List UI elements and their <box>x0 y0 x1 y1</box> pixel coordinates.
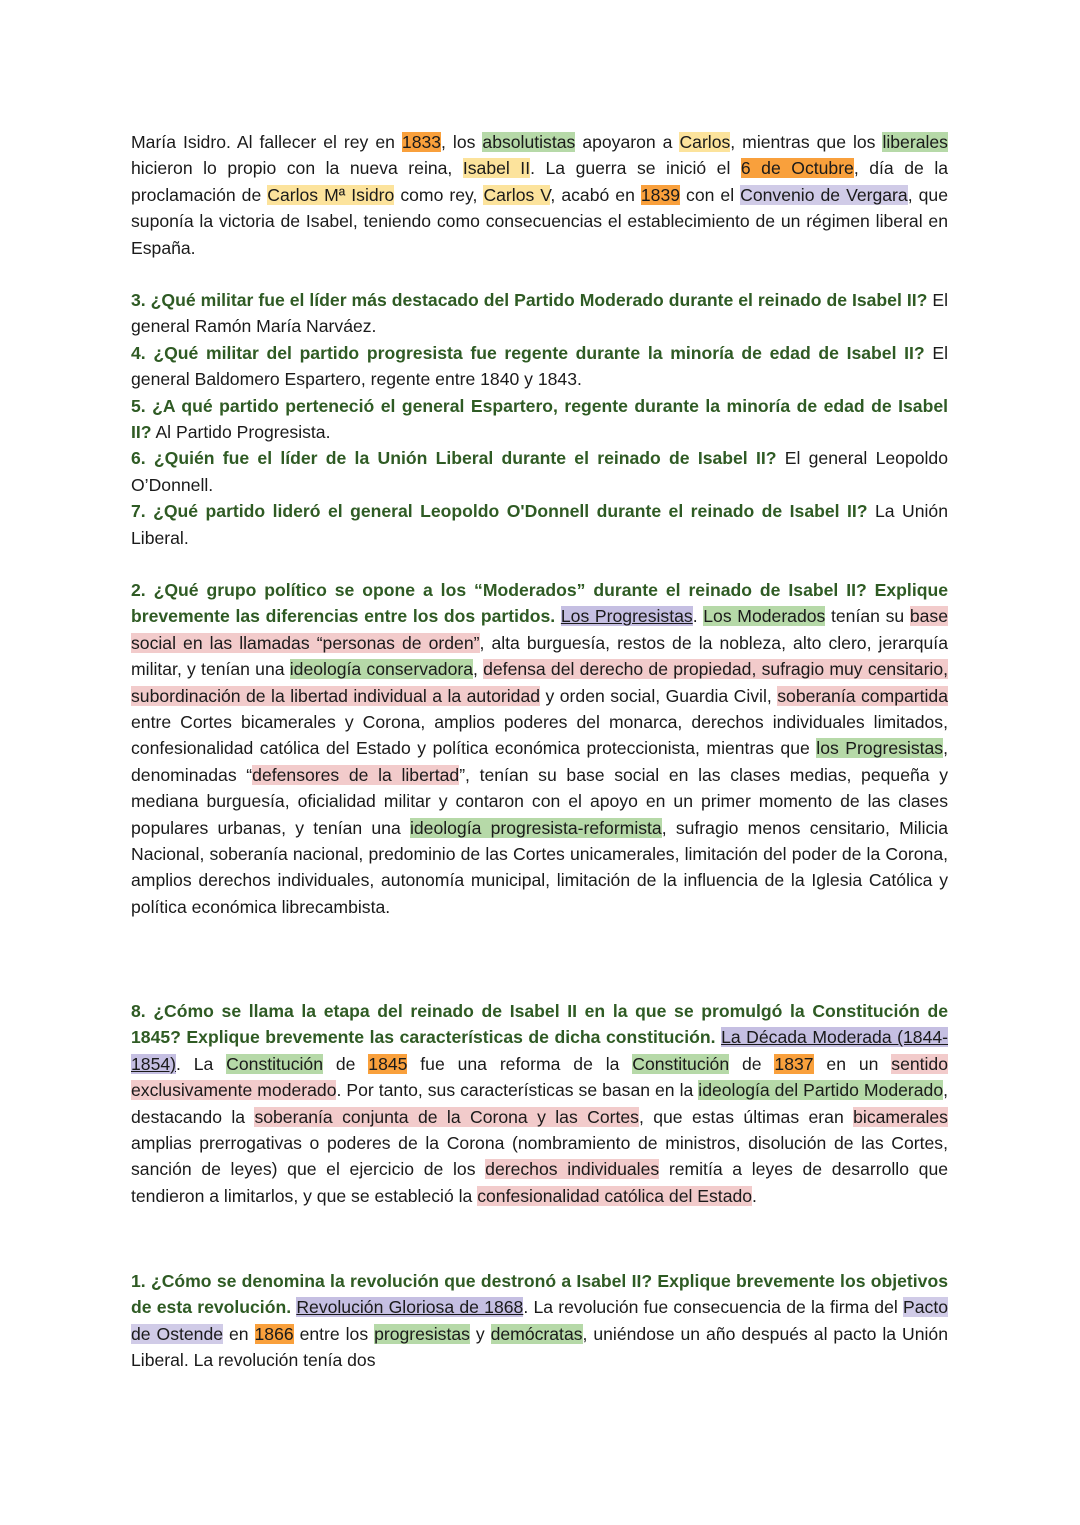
text: , sufragio menos censitario, Milicia Nacional, soberanía nacional, predominio de las Cortes unicamerales, limitación del poder de la Corona, amplios derechos individuales, autonomía municipal, limitación de la influencia de la Iglesia Católica y política económica librecambista. <box>131 817 948 917</box>
question: 5. ¿A qué partido perteneció el general Espartero, regente durante la minoría de edad de Isabel II? <box>131 395 948 443</box>
paragraph-carlist-war <box>131 129 948 261</box>
text: . La <box>176 1053 227 1074</box>
text: . Por tanto, sus características se basan en la <box>336 1080 699 1101</box>
question: 2. ¿Qué grupo político se opone a los “Moderados” durante el reinado de Isabel II? Explique brevemente las diferencias entre los dos partidos. <box>131 580 948 627</box>
paragraph-parties <box>131 577 948 920</box>
text: fue una reforma de la <box>407 1053 633 1074</box>
highlight-person: Carlos Mª Isidro <box>267 184 395 205</box>
text: de <box>323 1053 369 1074</box>
text: entre Cortes bicamerales y Corona, amplios poderes del monarca, derechos individuales limitados, confesionalidad católica del Estado y política económica proteccionista, mientras que <box>131 712 948 759</box>
highlight-person: Carlos <box>679 132 731 152</box>
text: en un <box>813 1053 892 1074</box>
answer: La Unión Liberal. <box>131 501 948 548</box>
highlight-person: Isabel II <box>462 158 531 179</box>
qa-item-3 <box>131 287 948 340</box>
highlight-term: Los Moderados <box>703 606 826 627</box>
qa-block <box>131 287 948 551</box>
highlight-term: liberales <box>882 132 948 152</box>
paragraph-decada-moderada <box>131 998 948 1209</box>
answer: El general Baldomero Espartero, regente entre 1840 y 1843. <box>131 342 948 390</box>
text: de <box>729 1053 775 1074</box>
highlight-term: progresistas <box>374 1323 470 1344</box>
highlight-feature: soberanía conjunta de la Corona y las Cortes <box>254 1106 639 1127</box>
highlight-answer: Revolución Gloriosa de 1868 <box>296 1297 524 1318</box>
highlight-feature: sentido exclusivamente moderado <box>131 1053 948 1101</box>
highlight-term: ideología del Partido Moderado <box>698 1080 944 1101</box>
question: 7. ¿Qué partido lideró el general Leopoldo O'Donnell durante el reinado de Isabel II? <box>131 501 868 522</box>
text: tenían su <box>825 606 910 627</box>
text: , mientras que los <box>730 132 883 152</box>
highlight-year: 1839 <box>640 184 681 205</box>
text: , <box>473 659 484 680</box>
text: , uniéndose un año después al pacto la Unión Liberal. La revolución tenía dos <box>131 1323 949 1371</box>
paragraph-gloriosa <box>131 1268 948 1374</box>
text: amplias prerrogativas o poderes de la Corona (nombramiento de ministros, disolución de las Cortes, sanción de leyes) que el ejercicio de los <box>131 1133 948 1180</box>
highlight-answer: Los Progresistas <box>560 606 693 627</box>
question: 4. ¿Qué militar del partido progresista fue regente durante la minoría de edad de Isabel II? <box>131 342 925 363</box>
highlight-term: demócratas <box>490 1323 583 1344</box>
text: ”, tenían su base social en las clases medias, pequeña y mediana burguesía, oficialidad militar y contaron con el apoyo en un primer momento de las clases populares urbanas, y tenían una <box>131 764 949 838</box>
highlight-term: Constitución <box>226 1053 323 1074</box>
text: . <box>752 1185 757 1206</box>
text: , destacando la <box>131 1080 949 1127</box>
highlight-event: Pacto de Ostende <box>131 1297 949 1344</box>
text: , que estas últimas eran <box>638 1106 854 1127</box>
question: 6. ¿Quién fue el líder de la Unión Liberal durante el reinado de Isabel II? <box>131 448 777 469</box>
text: en <box>223 1323 255 1344</box>
qa-item-5 <box>131 393 948 446</box>
text: María Isidro. Al fallecer el rey en <box>131 132 402 152</box>
text: , acabó en <box>550 184 641 205</box>
highlight-term: ideología progresista-reformista <box>409 817 662 838</box>
text: , los <box>441 132 483 152</box>
highlight-person: Carlos V <box>483 184 551 205</box>
highlight-feature: derechos individuales <box>485 1159 660 1180</box>
text: , alta burguesía, restos de la nobleza, alto clero, jerarquía militar, y tenían una <box>131 632 948 680</box>
qa-item-7 <box>131 498 948 551</box>
highlight-answer: La Década Moderada (1844-1854) <box>131 1027 949 1074</box>
text: . La guerra se inició el <box>530 158 741 179</box>
highlight-year: 1845 <box>368 1053 408 1074</box>
text: , que suponía la victoria de Isabel, teniendo como consecuencias el establecimiento de un régimen liberal en España. <box>131 184 948 258</box>
highlight-term: Constitución <box>632 1053 730 1074</box>
qa-item-6 <box>131 445 948 498</box>
highlight-feature: bicamerales <box>853 1106 948 1127</box>
text: y <box>469 1323 491 1344</box>
highlight-feature: base social en las llamadas “personas de orden” <box>131 606 949 653</box>
text: . <box>692 606 704 627</box>
question: 1. ¿Cómo se denomina la revolución que destronó a Isabel II? Explique brevemente los objetivos de esta revolución. <box>131 1271 948 1318</box>
text: y orden social, Guardia Civil, <box>540 685 778 706</box>
text: como rey, <box>394 184 484 205</box>
answer: Al Partido Progresista. <box>151 422 331 443</box>
highlight-year: 1866 <box>254 1323 294 1344</box>
answer: El general Leopoldo O’Donnell. <box>131 448 948 495</box>
highlight-feature: defensores de la libertad <box>252 764 460 785</box>
highlight-term: los Progresistas <box>816 738 944 759</box>
text: , día de la proclamación de <box>131 158 949 205</box>
highlight-feature: defensa del derecho de propiedad, sufragio muy censitario, subordinación de la libertad individual a la autoridad <box>131 659 949 706</box>
highlight-date: 6 de Octubre <box>740 158 854 179</box>
highlight-event: Convenio de Vergara <box>740 184 908 205</box>
highlight-feature: soberanía compartida <box>777 685 949 706</box>
text: entre los <box>293 1323 375 1344</box>
highlight-term: absolutistas <box>482 132 576 152</box>
text: apoyaron a <box>575 132 680 152</box>
question: 3. ¿Qué militar fue el líder más destacado del Partido Moderado durante el reinado de Isabel II? <box>131 290 928 310</box>
qa-item-4 <box>131 340 948 393</box>
highlight-year: 1833 <box>401 132 442 152</box>
highlight-term: ideología conservadora <box>289 659 473 680</box>
text: con el <box>680 184 741 205</box>
text: remitía a leyes de desarrollo que tendieron a limitarlos, y que se estableció la <box>131 1159 949 1206</box>
highlight-year: 1837 <box>774 1053 814 1074</box>
text: , denominadas “ <box>131 738 948 785</box>
answer: El general Ramón María Narváez. <box>131 290 948 337</box>
question: 8. ¿Cómo se llama la etapa del reinado de Isabel II en la que se promulgó la Constitución de 1845? Explique brevemente las características de dicha constitución. <box>131 1001 948 1048</box>
text: hicieron lo propio con la nueva reina, <box>131 158 463 179</box>
highlight-feature: confesionalidad católica del Estado <box>477 1185 753 1206</box>
text: . La revolución fue consecuencia de la firma del <box>523 1297 904 1318</box>
